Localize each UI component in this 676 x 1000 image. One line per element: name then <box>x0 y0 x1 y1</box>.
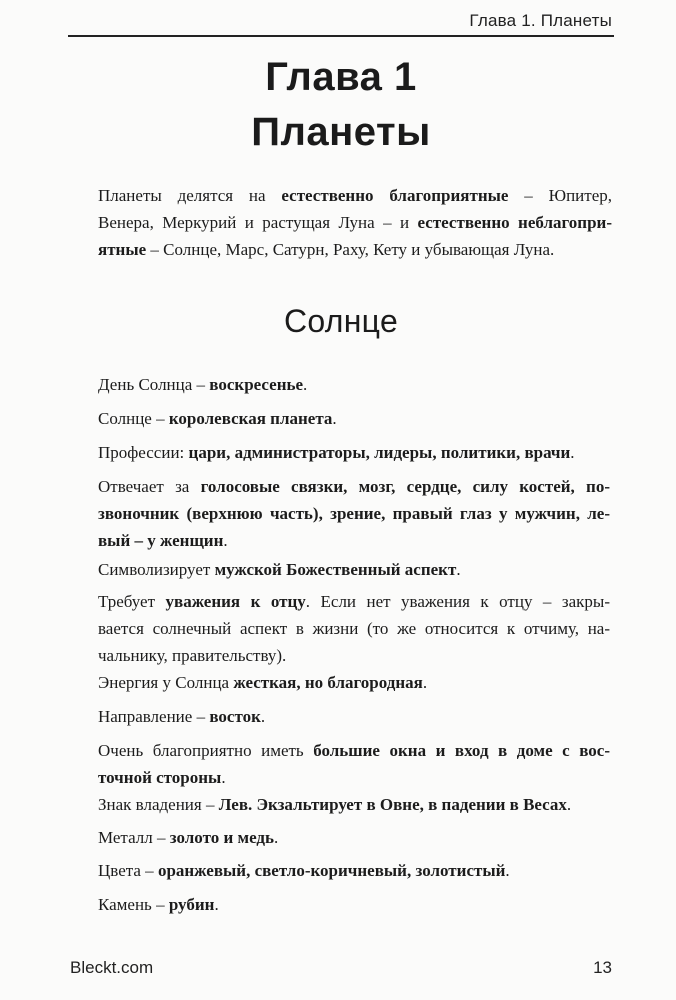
text-span: . <box>214 895 219 914</box>
bold-text: жесткая, но благородная <box>233 673 423 692</box>
text-span: . <box>221 768 226 787</box>
text-span: . <box>505 861 510 880</box>
text-span: . <box>303 375 308 394</box>
paragraph-line <box>98 500 610 527</box>
bold-text: воскресенье <box>209 375 304 394</box>
bold-text: большие окна и вход в доме с вос- <box>313 741 610 760</box>
bold-text: ятные <box>98 240 147 259</box>
sun-paragraph-sign <box>98 791 610 818</box>
paragraph-line <box>98 642 610 669</box>
chapter-number: Глава 1 <box>265 55 417 99</box>
page-number: 13 <box>593 958 612 977</box>
text-span: чальнику, правительству). <box>98 646 287 665</box>
text-span: Отвечает за <box>98 477 201 496</box>
text-span: . <box>260 707 266 726</box>
sun-paragraph-energy <box>98 669 610 696</box>
sun-paragraph-professions <box>98 439 610 466</box>
paragraph-line <box>98 737 610 764</box>
text-span: . <box>422 673 428 692</box>
paragraph-line <box>98 891 610 918</box>
bold-text: вый – у женщин <box>98 531 224 550</box>
bold-text: голосовые связки, мозг, сердце, силу костей, по- <box>200 477 610 496</box>
text-span: . Если нет уважения к отцу – закры- <box>305 592 610 611</box>
paragraph-line <box>98 615 610 642</box>
bold-text: золото и медь <box>169 828 274 847</box>
paragraph-line <box>98 556 610 583</box>
text-span: . <box>223 531 228 550</box>
paragraph-line <box>98 473 610 500</box>
sun-paragraph-day <box>98 371 610 398</box>
text-span: . <box>566 795 572 814</box>
sun-paragraph-body <box>98 473 610 554</box>
paragraph-line <box>98 669 610 696</box>
chapter-title: Планеты <box>251 110 431 154</box>
sun-paragraph-metal <box>98 824 610 851</box>
sun-paragraph-royal <box>98 405 610 432</box>
text-span: Знак владения – <box>98 795 219 814</box>
text-span: Металл – <box>98 828 170 847</box>
paragraph-line <box>98 857 610 884</box>
bold-text: Лев. Экзальтирует в Овне, в падении в Весах <box>218 795 567 814</box>
paragraph-line <box>98 824 610 851</box>
paragraph-line <box>98 764 610 791</box>
text-span: . <box>332 409 337 428</box>
intro-line <box>98 236 612 263</box>
bold-text: цари, администраторы, лидеры, политики, врачи <box>188 443 571 462</box>
text-span: . <box>273 828 279 847</box>
bold-text: королевская планета <box>168 409 333 428</box>
text-span: . <box>456 560 461 579</box>
sun-paragraph-stone <box>98 891 610 918</box>
bold-text: мужской Божественный аспект <box>214 560 457 579</box>
text-span: Энергия у Солнца <box>98 673 234 692</box>
text-span: Солнце – <box>98 409 169 428</box>
paragraph-line <box>98 703 610 730</box>
text-span: Венера, Меркурий и растущая Луна – и <box>98 213 418 232</box>
text-span: Планеты делятся на <box>98 186 282 205</box>
intro-paragraph <box>98 182 612 263</box>
bold-text: оранжевый, светло-коричневый, золотистый <box>157 861 506 880</box>
text-span: Символизирует <box>98 560 215 579</box>
text-span: Камень – <box>98 895 169 914</box>
bold-text: рубин <box>168 895 215 914</box>
text-span: – Солнце, Марс, Сатурн, Раху, Кету и убывающая Луна. <box>146 240 555 259</box>
text-span: Очень благоприятно иметь <box>98 741 314 760</box>
paragraph-line <box>98 588 610 615</box>
paragraph-line <box>98 371 610 398</box>
bold-text: звоночник (верхнюю часть), зрение, правый глаз у мужчин, ле- <box>98 504 610 523</box>
sun-paragraph-symbol <box>98 556 610 583</box>
intro-line <box>98 182 612 209</box>
paragraph-line <box>98 527 610 554</box>
sun-paragraph-father <box>98 588 610 669</box>
text-span: Требует <box>98 592 166 611</box>
sun-paragraph-direction <box>98 703 610 730</box>
paragraph-line <box>98 439 610 466</box>
section-heading: Солнце <box>283 303 399 339</box>
bold-text: точной стороны <box>98 768 222 787</box>
intro-line <box>98 209 612 236</box>
paragraph-line <box>98 405 610 432</box>
text-span: . <box>570 443 575 462</box>
sun-paragraph-colors <box>98 857 610 884</box>
running-header <box>68 7 614 37</box>
paragraph-line <box>98 791 610 818</box>
sun-paragraph-windows <box>98 737 610 791</box>
text-span: День Солнца – <box>98 375 210 394</box>
text-span: вается солнечный аспект в жизни (то же относится к отчиму, на- <box>98 619 610 638</box>
bold-text: естественно благоприятные <box>281 186 509 205</box>
text-span: Цвета – <box>98 861 158 880</box>
bold-text: восток <box>209 707 261 726</box>
text-span: Профессии: <box>98 443 189 462</box>
bold-text: естественно неблагопри- <box>417 213 612 232</box>
text-span: Направление – <box>98 707 210 726</box>
text-span: – Юпитер, <box>508 186 612 205</box>
footer-site: Bleckt.com <box>70 958 154 977</box>
running-header-title: Глава 1. Планеты <box>469 11 612 30</box>
bold-text: уважения к отцу <box>165 592 306 611</box>
